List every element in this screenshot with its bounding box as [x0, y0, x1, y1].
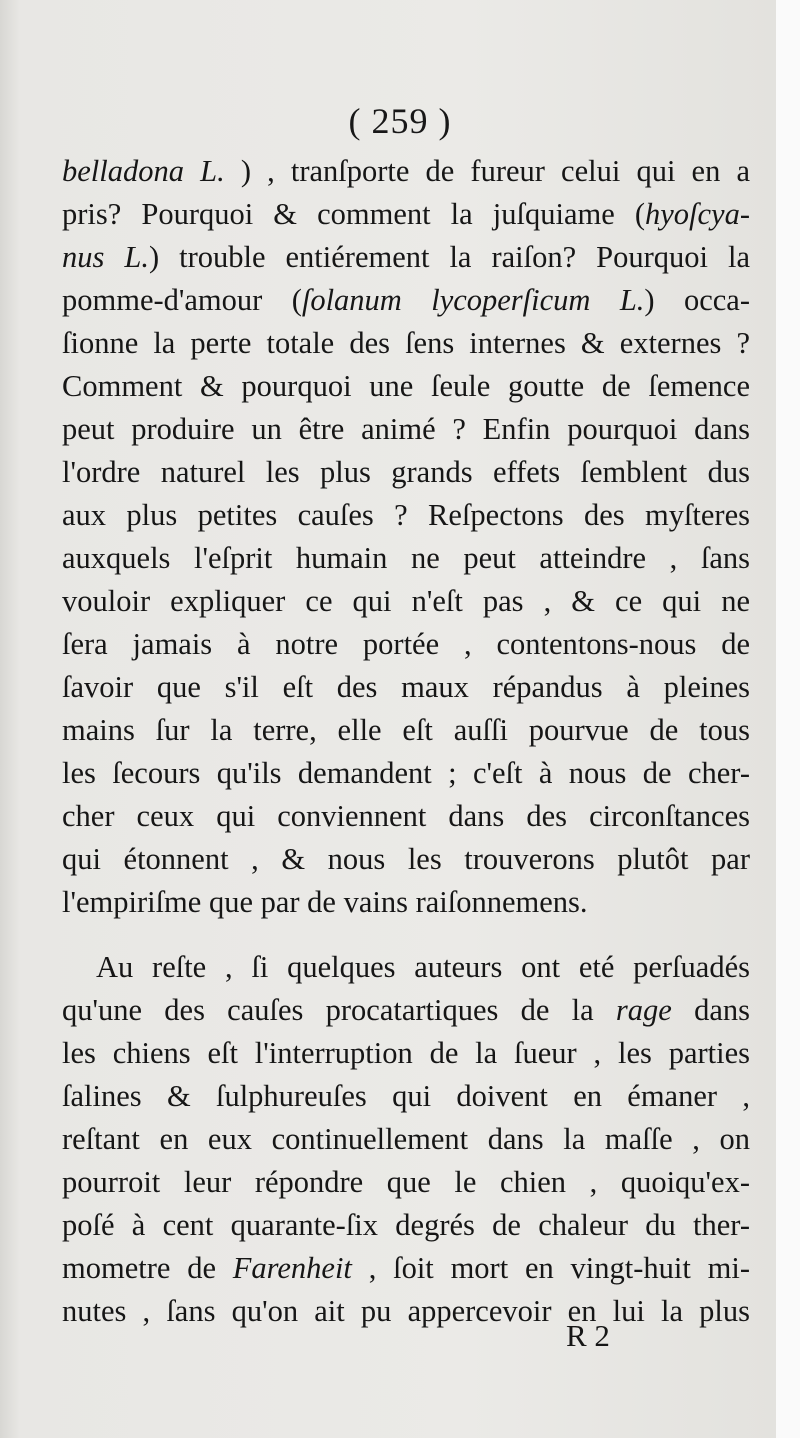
page-edge [776, 0, 800, 1438]
italic-text: rage [615, 993, 672, 1027]
text-line [62, 365, 750, 408]
text-line [62, 451, 750, 494]
text-run: ) trouble entiérement la raiſon? Pourquoi la [148, 240, 751, 274]
text-line [62, 1075, 750, 1118]
text-run: dans [671, 993, 750, 1027]
text-line [62, 537, 750, 580]
text-line [62, 752, 750, 795]
text-line [62, 623, 750, 666]
text-line [62, 1290, 750, 1333]
text-run: ſalines & ſulphureuſes qui doivent en émaner , [62, 1079, 750, 1113]
text-run: reſtant en eux continuellement dans la maſſe , on [62, 1122, 750, 1156]
text-run: cher ceux qui conviennent dans des circonſtances [62, 799, 750, 833]
text-line [62, 795, 750, 838]
text-line [62, 838, 750, 881]
text-run: qui étonnent , & nous les trouverons plutôt par [62, 842, 750, 876]
text-run: ſavoir que s'il eſt des maux répandus à pleines [62, 670, 750, 704]
text-run: peut produire un être animé ? Enfin pourquoi dans [62, 412, 750, 446]
text-line [62, 881, 750, 924]
text-line [62, 408, 750, 451]
text-run: qu'une des cauſes procatartiques de la [62, 993, 616, 1027]
italic-text: hyoſcya- [645, 197, 750, 231]
text-run: mains ſur la terre, elle eſt auſſi pourvue de tous [62, 713, 750, 747]
page-number: ( 259 ) [348, 101, 452, 141]
text-line [62, 150, 750, 193]
text-run: ) occa- [644, 283, 750, 317]
text-run: Au reſte , ſi quelques auteurs ont eté perſuadés [96, 950, 750, 984]
text-line [62, 236, 750, 279]
text-run: l'empiriſme que par de vains raiſonnemens. [62, 885, 588, 919]
text-run: mometre de [62, 1251, 233, 1285]
text-run: pourroit leur répondre que le chien , quoiqu'ex- [62, 1165, 750, 1199]
text-run: nutes , ſans qu'on ait pu appercevoir en lui la plus [62, 1294, 750, 1328]
italic-text: nus L. [62, 240, 149, 274]
paragraph-2 [62, 946, 750, 1333]
text-line [62, 666, 750, 709]
text-line [62, 1118, 750, 1161]
text-line [62, 989, 750, 1032]
text-run: Comment & pourquoi une ſeule goutte de ſemence [62, 369, 750, 403]
text-run: ſera jamais à notre portée , contentons-nous de [62, 627, 750, 661]
text-run: poſé à cent quarante-ſix degrés de chaleur du ther- [62, 1208, 750, 1242]
text-run: vouloir expliquer ce qui n'eſt pas , & ce qui ne [62, 584, 750, 618]
text-line [62, 1161, 750, 1204]
text-line [62, 1032, 750, 1075]
text-line [62, 494, 750, 537]
text-run: ſionne la perte totale des ſens internes & externes ? [62, 326, 750, 360]
italic-text: ſolanum lycoperſicum L. [301, 283, 645, 317]
text-run: auxquels l'eſprit humain ne peut atteindre , ſans [62, 541, 750, 575]
signature-mark: R 2 [566, 1318, 610, 1353]
text-line [62, 193, 750, 236]
paragraph-1 [62, 150, 750, 924]
text-line [62, 322, 750, 365]
text-line [62, 1204, 750, 1247]
text-run: les chiens eſt l'interruption de la ſueur , les parties [62, 1036, 750, 1070]
text-line [62, 279, 750, 322]
text-line [62, 580, 750, 623]
text-line [62, 709, 750, 752]
text-run: l'ordre naturel les plus grands effets ſemblent dus [62, 455, 750, 489]
text-line [62, 1247, 750, 1290]
text-run: les ſecours qu'ils demandent ; c'eſt à nous de cher- [62, 756, 750, 790]
text-run: aux plus petites cauſes ? Reſpectons des myſteres [62, 498, 750, 532]
italic-text: belladona L. [62, 154, 225, 188]
text-line [62, 946, 750, 989]
italic-text: Farenheit [232, 1251, 352, 1285]
text-block [62, 150, 750, 1333]
text-run: ) , tranſporte de fureur celui qui en a [224, 154, 750, 188]
text-run: pris? Pourquoi & comment la juſquiame ( [62, 197, 645, 231]
text-run: pomme-d'amour ( [62, 283, 302, 317]
text-run: , ſoit mort en vingt-huit mi- [351, 1251, 750, 1285]
